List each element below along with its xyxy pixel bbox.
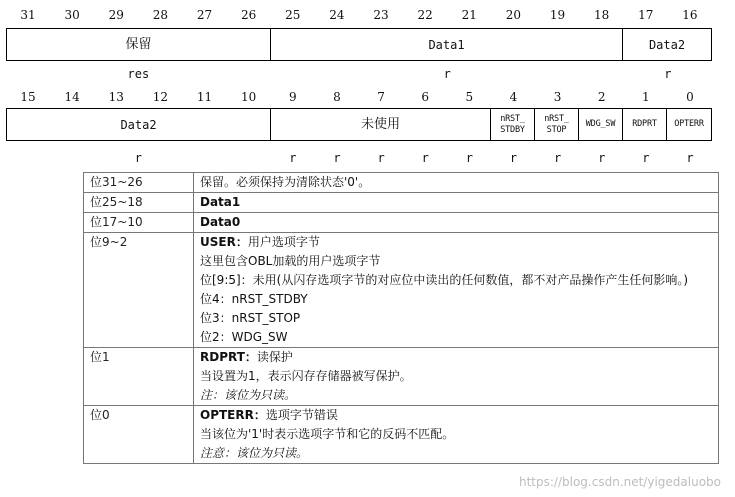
register-field-data2: Data2 xyxy=(7,109,271,140)
table-row xyxy=(84,173,719,193)
description-text: 位4：nRST_STDBY xyxy=(200,292,308,306)
bit-number-20: 20 xyxy=(505,8,522,22)
bit-number-26: 26 xyxy=(241,8,257,22)
bit-number-31: 31 xyxy=(20,8,36,22)
bit-number-22: 22 xyxy=(417,8,433,22)
bit-range: 位9~2 xyxy=(84,233,194,348)
register-field-wdg_sw: WDG_SW xyxy=(579,109,623,140)
description-line xyxy=(200,193,712,212)
bit-number-18: 18 xyxy=(594,8,610,22)
bit-number-28: 28 xyxy=(152,8,169,22)
register-field-rdprt: RDPRT xyxy=(623,109,667,140)
register-field-nrst_stop: nRST_ STOP xyxy=(535,109,579,140)
bit-number-0: 0 xyxy=(686,90,694,104)
upper-bit-numbers xyxy=(6,6,712,24)
description-line xyxy=(200,328,712,347)
description-text: 位3：nRST_STOP xyxy=(200,311,301,325)
description-text: 位[9:5]：未用(从闪存选项字节的对应位中读出的任何数值，都不对产品操作产生任何影响。) xyxy=(200,273,689,287)
description-text: 读保护 xyxy=(256,350,293,364)
bit-number-19: 19 xyxy=(549,8,566,22)
bit-number-15: 15 xyxy=(20,90,36,104)
bit-number-9: 9 xyxy=(288,90,297,104)
description-text: 注：该位为只读。 xyxy=(200,388,297,402)
access-type: r xyxy=(333,151,341,165)
description-text: 用户选项字节 xyxy=(247,235,320,249)
bit-number-12: 12 xyxy=(152,90,169,104)
bit-number-25: 25 xyxy=(285,8,301,22)
lower-access-row xyxy=(6,150,712,166)
bit-number-7: 7 xyxy=(377,90,385,104)
description-text: 当该位为'1'时表示选项字节和它的反码不匹配。 xyxy=(200,427,455,441)
access-type: r xyxy=(465,151,473,165)
bit-number-21: 21 xyxy=(461,8,477,22)
register-field-data1: Data1 xyxy=(271,29,623,60)
description-line xyxy=(200,213,712,232)
description-line xyxy=(200,233,712,252)
bit-number-10: 10 xyxy=(241,90,257,104)
access-type: r xyxy=(509,151,518,165)
table-row xyxy=(84,193,719,213)
bit-number-17: 17 xyxy=(638,8,654,22)
description-line xyxy=(200,271,712,290)
description-text: 选项字节错误 xyxy=(265,408,338,422)
lower-bit-numbers xyxy=(6,88,712,106)
access-type: r xyxy=(598,151,606,165)
description-text: 位2：WDG_SW xyxy=(200,330,288,344)
register-field-nrst_stdby: nRST_ STDBY xyxy=(491,109,535,140)
access-type: r xyxy=(553,151,562,165)
access-type: r xyxy=(664,67,672,81)
bit-number-6: 6 xyxy=(421,90,429,104)
field-name: USER： xyxy=(200,235,248,249)
access-type: r xyxy=(642,151,650,165)
register-field-未使用: 未使用 xyxy=(271,109,491,140)
bit-range: 位25~18 xyxy=(84,193,194,213)
bit-number-2: 2 xyxy=(597,90,606,104)
bit-description xyxy=(194,173,719,193)
table-row xyxy=(84,233,719,348)
register-field-data2: Data2 xyxy=(648,37,686,52)
table-row xyxy=(84,348,719,406)
description-line xyxy=(200,173,712,192)
description-text: 当设置为1，表示闪存存储器被写保护。 xyxy=(200,369,412,383)
description-text: Data0 xyxy=(200,215,241,229)
upper-register-row xyxy=(6,28,712,61)
field-name: OPTERR： xyxy=(200,408,266,422)
access-type: r xyxy=(289,151,297,165)
bit-number-27: 27 xyxy=(196,8,213,22)
bit-number-24: 24 xyxy=(329,8,345,22)
table-row xyxy=(84,213,719,233)
bit-number-3: 3 xyxy=(553,90,562,104)
table-row xyxy=(84,406,719,464)
bit-description xyxy=(194,193,719,213)
bit-description xyxy=(194,406,719,464)
bit-number-1: 1 xyxy=(641,90,650,104)
description-line xyxy=(200,386,712,405)
bit-description xyxy=(194,233,719,348)
bit-description-table xyxy=(83,172,719,464)
description-text: 保留。必须保持为清除状态'0'。 xyxy=(200,175,371,189)
access-type: r xyxy=(134,151,142,165)
bit-number-14: 14 xyxy=(64,90,80,104)
bit-description xyxy=(194,213,719,233)
description-text: Data1 xyxy=(200,195,241,209)
lower-register-row xyxy=(6,108,712,141)
description-line xyxy=(200,290,712,309)
bit-number-8: 8 xyxy=(333,90,341,104)
access-type: r xyxy=(421,151,429,165)
description-line xyxy=(200,348,712,367)
bit-range: 位1 xyxy=(84,348,194,406)
register-field-保留: 保留 xyxy=(7,29,271,60)
description-line xyxy=(200,425,712,444)
access-type: r xyxy=(686,151,694,165)
access-type: r xyxy=(443,67,451,81)
bit-range: 位17~10 xyxy=(84,213,194,233)
access-type: r xyxy=(377,151,385,165)
bit-number-4: 4 xyxy=(509,90,518,104)
bit-range: 位31~26 xyxy=(84,173,194,193)
field-name: RDPRT： xyxy=(200,350,257,364)
bit-number-16: 16 xyxy=(682,8,698,22)
bit-number-11: 11 xyxy=(196,90,213,104)
bit-number-29: 29 xyxy=(108,8,124,22)
description-line xyxy=(200,309,712,328)
bit-number-30: 30 xyxy=(64,8,80,22)
upper-access-row xyxy=(6,66,712,82)
description-line xyxy=(200,252,712,271)
description-line xyxy=(200,367,712,386)
description-text: 注意：该位为只读。 xyxy=(200,446,309,460)
bit-description xyxy=(194,348,719,406)
watermark: https://blog.csdn.net/yigedaluobo xyxy=(518,475,721,489)
description-text: 这里包含OBL加载的用户选项字节 xyxy=(200,254,381,268)
description-line xyxy=(200,406,712,425)
bit-range: 位0 xyxy=(84,406,194,464)
bit-number-13: 13 xyxy=(108,90,124,104)
access-type: res xyxy=(127,67,150,81)
bit-number-5: 5 xyxy=(465,90,474,104)
register-field-opterr: OPTERR xyxy=(674,119,704,129)
description-line xyxy=(200,444,712,463)
bit-number-23: 23 xyxy=(373,8,389,22)
